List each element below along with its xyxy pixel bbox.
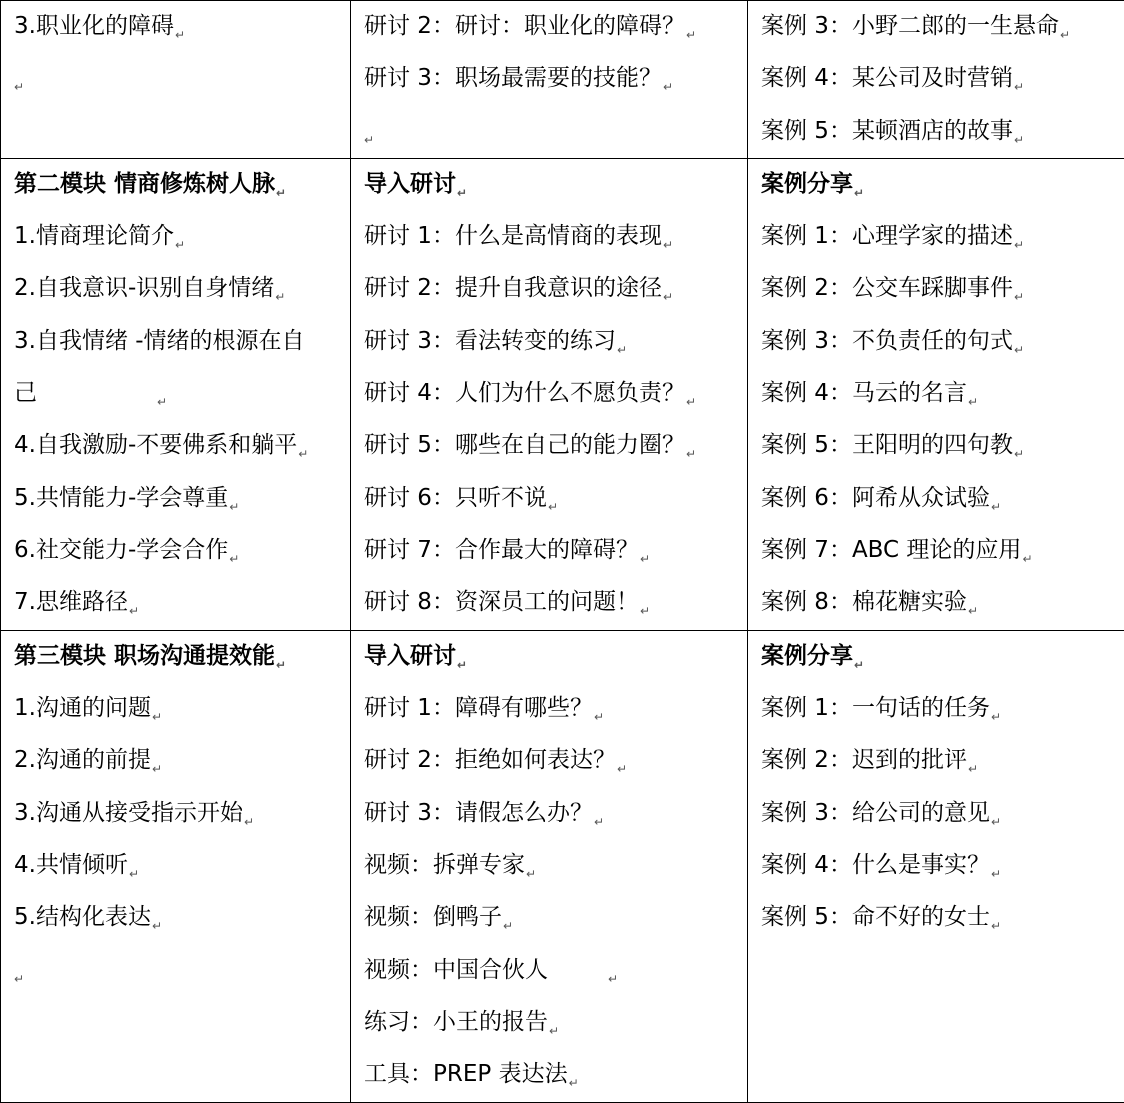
- paragraph-mark-icon: ↵: [276, 188, 286, 198]
- line-text: 案例 8：棉花糖实验: [761, 589, 967, 615]
- paragraph-mark-icon: ↵: [1014, 240, 1024, 250]
- paragraph-mark-icon: ↵: [640, 606, 650, 616]
- line-text: 案例 3：不负责任的句式: [761, 328, 1013, 354]
- line-text: 2.沟通的前提: [14, 747, 151, 773]
- empty-line: [14, 945, 350, 997]
- paragraph-mark-icon: ↵: [968, 606, 978, 616]
- discussion-line: [364, 420, 747, 472]
- line-text: 5.结构化表达: [14, 904, 151, 930]
- paragraph-mark-icon: ↵: [663, 292, 673, 302]
- line-text: 案例 5：某顿酒店的故事: [761, 118, 1013, 144]
- case-line: [761, 1, 1124, 53]
- line-text: 第三模块 职场沟通提效能: [14, 643, 275, 669]
- line-text: 导入研讨: [364, 643, 456, 669]
- topic-line: [14, 1, 350, 53]
- paragraph-mark-icon: ↵: [298, 449, 308, 459]
- table-row: [1, 630, 1124, 1102]
- line-text: 案例 1：一句话的任务: [761, 695, 990, 721]
- paragraph-mark-icon: ↵: [686, 30, 696, 40]
- discussion-cell: [351, 158, 748, 630]
- topic-line: [14, 420, 350, 472]
- paragraph-mark-icon: ↵: [129, 606, 139, 616]
- line-text: 研讨 2：提升自我意识的途径: [364, 275, 662, 301]
- line-text: 导入研讨: [364, 171, 456, 197]
- module-cell: [1, 158, 351, 630]
- paragraph-mark-icon: ↵: [991, 869, 1001, 879]
- topic-line: [14, 892, 350, 944]
- paragraph-mark-icon: ↵: [608, 974, 618, 984]
- paragraph-mark-icon: ↵: [854, 188, 864, 198]
- discussion-line: [364, 53, 747, 105]
- discussion-line: [364, 263, 747, 315]
- discussion-line: [364, 1049, 747, 1101]
- topic-line: [14, 525, 350, 577]
- paragraph-mark-icon: ↵: [854, 660, 864, 670]
- case-line: [761, 368, 1124, 420]
- module-cell: [1, 1, 351, 159]
- topic-line: [14, 735, 350, 787]
- line-text: 1.情商理论简介: [14, 223, 174, 249]
- line-text: 案例 4：什么是事实？: [761, 852, 990, 878]
- line-text: 1.沟通的问题: [14, 695, 151, 721]
- paragraph-mark-icon: ↵: [991, 921, 1001, 931]
- paragraph-mark-icon: ↵: [157, 397, 167, 407]
- discussion-line: [364, 735, 747, 787]
- case-line: [761, 735, 1124, 787]
- paragraph-mark-icon: ↵: [686, 397, 696, 407]
- paragraph-mark-icon: ↵: [1022, 554, 1032, 564]
- paragraph-mark-icon: ↵: [175, 240, 185, 250]
- paragraph-mark-icon: ↵: [1014, 292, 1024, 302]
- case-line: [761, 211, 1124, 263]
- topic-line: [14, 788, 350, 840]
- paragraph-mark-icon: ↵: [548, 502, 558, 512]
- paragraph-mark-icon: ↵: [1014, 345, 1024, 355]
- discussion-line: [364, 683, 747, 735]
- line-text: 案例 2：迟到的批评: [761, 747, 967, 773]
- empty-line: [364, 106, 747, 158]
- paragraph-mark-icon: ↵: [229, 502, 239, 512]
- line-text: 研讨 3：看法转变的练习: [364, 328, 616, 354]
- discussion-title: [364, 159, 747, 211]
- discussion-cell: [351, 630, 748, 1102]
- line-text: 3.职业化的障碍: [14, 13, 174, 39]
- empty-line: [14, 53, 350, 105]
- line-text: 案例 5：命不好的女士: [761, 904, 990, 930]
- topic-line: [14, 840, 350, 892]
- case-line: [761, 53, 1124, 105]
- paragraph-mark-icon: ↵: [152, 712, 162, 722]
- module-title: [14, 631, 350, 683]
- paragraph-mark-icon: ↵: [594, 712, 604, 722]
- line-text: 2.自我意识-识别自身情绪: [14, 275, 274, 301]
- paragraph-mark-icon: ↵: [663, 240, 673, 250]
- paragraph-mark-icon: ↵: [526, 869, 536, 879]
- paragraph-mark-icon: ↵: [14, 974, 24, 984]
- line-text: 研讨 6：只听不说: [364, 485, 547, 511]
- case-line: [761, 577, 1124, 629]
- line-text: 4.共情倾听: [14, 852, 128, 878]
- paragraph-mark-icon: ↵: [968, 764, 978, 774]
- line-text: 案例 4：马云的名言: [761, 380, 967, 406]
- line-text: 研讨 1：障碍有哪些？: [364, 695, 593, 721]
- case-line: [761, 473, 1124, 525]
- line-text: 3.自我情绪 -情绪的根源在自: [14, 328, 305, 354]
- paragraph-mark-icon: ↵: [594, 817, 604, 827]
- case-line: [761, 840, 1124, 892]
- case-title: [761, 631, 1124, 683]
- paragraph-mark-icon: ↵: [991, 502, 1001, 512]
- line-text: 3.沟通从接受指示开始: [14, 800, 243, 826]
- line-text: 视频：中国合伙人: [364, 957, 548, 983]
- topic-line: [14, 683, 350, 735]
- paragraph-mark-icon: ↵: [549, 1026, 559, 1036]
- paragraph-mark-icon: ↵: [617, 345, 627, 355]
- topic-line: [14, 316, 350, 368]
- line-text: 6.社交能力-学会合作: [14, 537, 228, 563]
- paragraph-mark-icon: ↵: [617, 764, 627, 774]
- paragraph-mark-icon: ↵: [968, 397, 978, 407]
- line-text: 案例 4：某公司及时营销: [761, 65, 1013, 91]
- paragraph-mark-icon: ↵: [457, 188, 467, 198]
- paragraph-mark-icon: ↵: [503, 921, 513, 931]
- line-text: 练习：小王的报告: [364, 1009, 548, 1035]
- line-text: 视频：倒鸭子: [364, 904, 502, 930]
- case-line: [761, 106, 1124, 158]
- paragraph-mark-icon: ↵: [663, 82, 673, 92]
- discussion-line: [364, 788, 747, 840]
- topic-line: [14, 263, 350, 315]
- discussion-line: [364, 1, 747, 53]
- line-text: 研讨 3：请假怎么办？: [364, 800, 593, 826]
- paragraph-mark-icon: ↵: [569, 1078, 579, 1088]
- discussion-line: [364, 473, 747, 525]
- case-title: [761, 159, 1124, 211]
- discussion-cell: [351, 1, 748, 159]
- paragraph-mark-icon: ↵: [14, 82, 24, 92]
- line-text: 工具：PREP 表达法: [364, 1061, 568, 1087]
- topic-line: [14, 211, 350, 263]
- line-text: 研讨 2：拒绝如何表达？: [364, 747, 616, 773]
- line-text: 案例 3：给公司的意见: [761, 800, 990, 826]
- discussion-line: [364, 211, 747, 263]
- line-text: 研讨 2：研讨：职业化的障碍？: [364, 13, 685, 39]
- paragraph-mark-icon: ↵: [457, 660, 467, 670]
- discussion-line: [364, 368, 747, 420]
- paragraph-mark-icon: ↵: [275, 292, 285, 302]
- discussion-line: [364, 945, 747, 997]
- paragraph-mark-icon: ↵: [1014, 82, 1024, 92]
- discussion-line: [364, 840, 747, 892]
- line-text: 案例分享: [761, 643, 853, 669]
- line-text: 案例分享: [761, 171, 853, 197]
- paragraph-mark-icon: ↵: [640, 554, 650, 564]
- case-line: [761, 683, 1124, 735]
- line-text: 4.自我激励-不要佛系和躺平: [14, 432, 297, 458]
- case-line: [761, 788, 1124, 840]
- topic-line: [14, 577, 350, 629]
- paragraph-mark-icon: ↵: [991, 817, 1001, 827]
- paragraph-mark-icon: ↵: [276, 660, 286, 670]
- paragraph-mark-icon: ↵: [175, 30, 185, 40]
- line-text: 案例 3：小野二郎的一生悬命: [761, 13, 1059, 39]
- line-text: 研讨 4：人们为什么不愿负责？: [364, 380, 685, 406]
- table-row: [1, 158, 1124, 630]
- line-text: 视频：拆弹专家: [364, 852, 525, 878]
- discussion-line: [364, 577, 747, 629]
- paragraph-mark-icon: ↵: [152, 764, 162, 774]
- line-text: 己: [14, 380, 37, 406]
- line-text: 研讨 3：职场最需要的技能？: [364, 65, 662, 91]
- paragraph-mark-icon: ↵: [244, 817, 254, 827]
- line-text: 5.共情能力-学会尊重: [14, 485, 228, 511]
- paragraph-mark-icon: ↵: [1060, 30, 1070, 40]
- line-text: 研讨 5：哪些在自己的能力圈？: [364, 432, 685, 458]
- case-line: [761, 316, 1124, 368]
- table-row: [1, 1, 1124, 159]
- case-cell: [748, 630, 1124, 1102]
- module-title: [14, 159, 350, 211]
- case-line: [761, 263, 1124, 315]
- paragraph-mark-icon: ↵: [129, 869, 139, 879]
- topic-line: [14, 473, 350, 525]
- line-text: 案例 7：ABC 理论的应用: [761, 537, 1021, 563]
- discussion-line: [364, 892, 747, 944]
- line-text: 案例 6：阿希从众试验: [761, 485, 990, 511]
- paragraph-mark-icon: ↵: [364, 135, 374, 145]
- discussion-line: [364, 997, 747, 1049]
- case-line: [761, 525, 1124, 577]
- line-text: 案例 1：心理学家的描述: [761, 223, 1013, 249]
- line-text: 研讨 1：什么是高情商的表现: [364, 223, 662, 249]
- case-cell: [748, 1, 1124, 159]
- line-text: 案例 5：王阳明的四句教: [761, 432, 1013, 458]
- paragraph-mark-icon: ↵: [1014, 449, 1024, 459]
- line-text: 案例 2：公交车踩脚事件: [761, 275, 1013, 301]
- case-cell: [748, 158, 1124, 630]
- line-text: 7.思维路径: [14, 589, 128, 615]
- paragraph-mark-icon: ↵: [152, 921, 162, 931]
- paragraph-mark-icon: ↵: [1014, 135, 1024, 145]
- discussion-line: [364, 525, 747, 577]
- paragraph-mark-icon: ↵: [229, 554, 239, 564]
- topic-line: [14, 368, 350, 420]
- case-line: [761, 420, 1124, 472]
- case-line: [761, 892, 1124, 944]
- discussion-line: [364, 316, 747, 368]
- line-text: 第二模块 情商修炼树人脉: [14, 171, 275, 197]
- paragraph-mark-icon: ↵: [991, 712, 1001, 722]
- discussion-title: [364, 631, 747, 683]
- line-text: 研讨 8：资深员工的问题！: [364, 589, 639, 615]
- module-cell: [1, 630, 351, 1102]
- line-text: 研讨 7：合作最大的障碍？: [364, 537, 639, 563]
- paragraph-mark-icon: ↵: [686, 449, 696, 459]
